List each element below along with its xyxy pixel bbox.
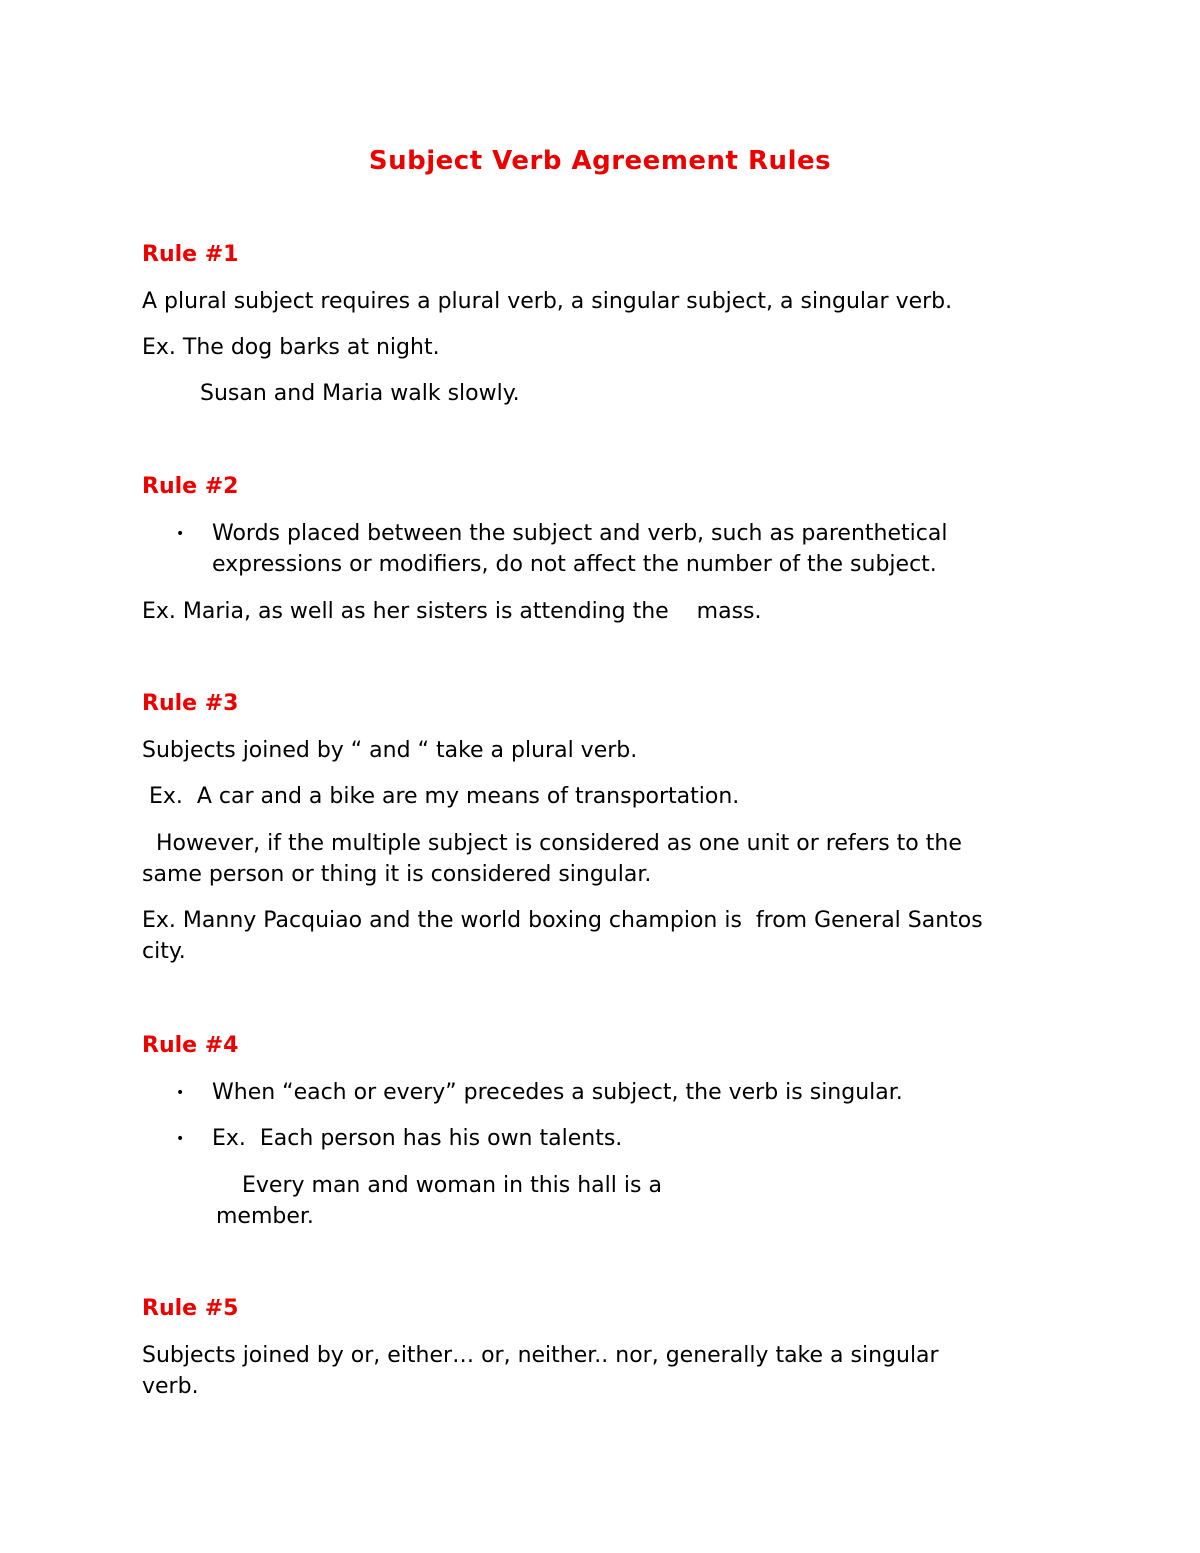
rule-3-text: Subjects joined by “ and “ take a plural verb. bbox=[142, 738, 638, 763]
bullet-icon: • bbox=[176, 1131, 185, 1147]
page-title: Subject Verb Agreement Rules bbox=[368, 146, 832, 176]
rule-3-example: Ex. A car and a bike are my means of transportation. bbox=[142, 784, 740, 809]
rule-1-heading: Rule #1 bbox=[142, 242, 239, 267]
rule-3-example-2-line-1: Ex. Manny Pacquiao and the world boxing champion is from General Santos bbox=[142, 908, 983, 933]
rule-1-text: A plural subject requires a plural verb, a singular subject, a singular verb. bbox=[142, 289, 953, 314]
rule-2-heading: Rule #2 bbox=[142, 474, 239, 499]
rule-5-text-line-1: Subjects joined by or, either… or, neither.. nor, generally take a singular bbox=[142, 1343, 939, 1368]
rule-4-example-line-2: member. bbox=[216, 1204, 314, 1229]
rule-3-note-line-1: However, if the multiple subject is considered as one unit or refers to the bbox=[142, 831, 962, 856]
rule-3-heading: Rule #3 bbox=[142, 691, 239, 716]
rule-4-bullet-2: Ex. Each person has his own talents. bbox=[212, 1126, 623, 1151]
rule-4-example-line-1: Every man and woman in this hall is a bbox=[242, 1173, 662, 1198]
rule-5-heading: Rule #5 bbox=[142, 1296, 239, 1321]
rule-2-bullet-line-2: expressions or modifiers, do not affect the number of the subject. bbox=[212, 552, 937, 577]
rule-4-heading: Rule #4 bbox=[142, 1033, 239, 1058]
bullet-icon: • bbox=[176, 526, 185, 542]
rule-2-example: Ex. Maria, as well as her sisters is attending the mass. bbox=[142, 599, 762, 624]
rule-3-example-2-line-2: city. bbox=[142, 939, 186, 964]
rule-2-bullet-line-1: Words placed between the subject and verb, such as parenthetical bbox=[212, 521, 948, 546]
rule-4-bullet-1: When “each or every” precedes a subject, the verb is singular. bbox=[212, 1080, 903, 1105]
rule-5-text-line-2: verb. bbox=[142, 1374, 199, 1399]
rule-1-example: Ex. The dog barks at night. bbox=[142, 335, 440, 360]
bullet-icon: • bbox=[176, 1085, 185, 1101]
rule-3-note-line-2: same person or thing it is considered singular. bbox=[142, 862, 652, 887]
rule-1-example-2: Susan and Maria walk slowly. bbox=[200, 381, 520, 406]
